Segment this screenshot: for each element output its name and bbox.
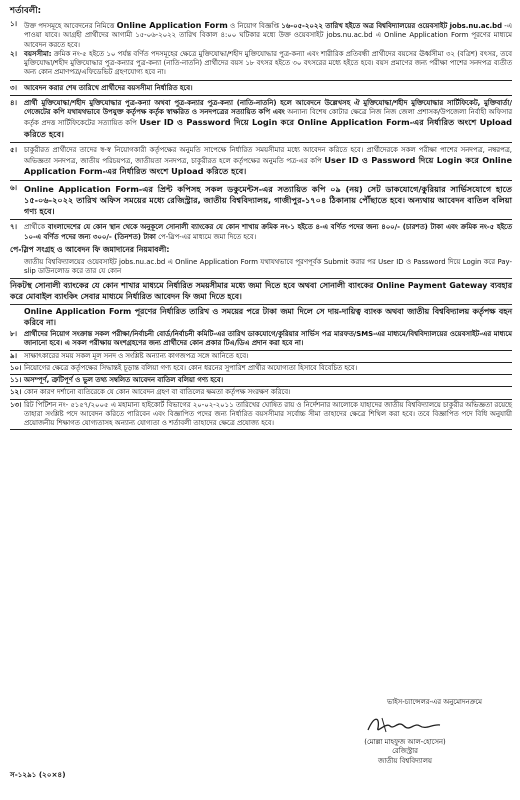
term-text-b1: বয়সসীমা: [24,49,52,58]
signature-block [320,712,490,766]
term-item [10,84,512,93]
term-number: ১৩। [10,400,22,409]
term-item [10,146,512,178]
term-item [10,352,512,361]
reference-number: স-১২৯১ (২০×৪) [10,770,66,779]
term-text-mid: ক্রমিক নং-৫ হইতে ১০ পর্যন্ত বর্ণিত পদসমূহের ক্ষেত্রে মুক্তিযোদ্ধা/শহীদ মুক্তিযোদ্ধার পুত্র-কন্যা এবং শারীরিক প্রতিবন্ধী প্রার্থীদের বয়সের ঊর্ধ্বসীমা ৩২ (বত্রিশ) বৎসর, তবে মুক্তিযোদ্ধা/শহীদ মুক্তিযোদ্ধার পুত্র-কন্যার পুত্র-কন্যা (নাতি-নাতনি) প্রার্থীদের বয়স ১৮ বৎসর হইতে ৩০ বৎসরের মধ্যে হইতে হবে। বয়স প্রমাণের জন্য পরীক্ষা পাশের সনদপত্র ব্যতীত অন্য কোন প্রমাণপত্র/এফিডেভিট গ্রহণযোগ্য হবে না। [24,49,512,77]
signatory-title: রেজিস্ট্রার [392,747,418,756]
divider [10,80,512,81]
term-number: ১। [10,20,17,28]
term-number: ৫। [10,145,17,154]
term-item [10,364,512,373]
divider [10,142,512,143]
term-item [10,184,512,218]
approval-note: ভাইস-চ্যান্সেলর-এর অনুমোদনক্রমে [386,698,482,706]
term-text [24,146,512,178]
term-text-b1: বাংলাদেশের যে কোন স্থান থেকে অনুকূলে সোনালী ব্যাংকের যে কোন শাখায় ক্রমিক নং-১ হইতে ৪-এ বর্ণিত পদের জন্য ৪০০/- (চারশত) টাকা এবং ক্রমিক নং-৫ হইতে ১০-এ বর্ণিত পদের জন্য ৩০০/- (তিনশত) টাকা [24,223,512,241]
divider [10,374,512,375]
term-item [10,50,512,78]
signatory-org: জাতীয় বিশ্ববিদ্যালয় [378,756,432,765]
term-text [24,20,512,50]
term-text-b2: User ID ও Password দিয়ে Login করে Online Application Form-এর নির্ধারিত অংশে Upload করিতে হবে। [24,117,512,139]
term-text-post: -এ পাওয়া যাবে। আগ্রহী প্রার্থীদের আগামী ১৫-০৬-২০২২ তারিখ বিকাল ৪:০০ ঘটিকার মধ্যে উক্ত ওয়েবসাইট jobs.nu.ac.bd এ Online Application Form পূরণের মাধ্যমে আবেদন করতে হবে। [24,22,513,49]
divider [10,350,512,351]
divider [10,219,512,220]
payslip-paragraph-3: Online Application Form পূরণের নির্ধারিত তারিখ ও সময়ের পরে টাকা জমা দিলে সে দায়-দায়িত্ব ব্যাংক অথবা জাতীয় বিশ্ববিদ্যালয় কর্তৃপক্ষ বহন করিবে না। [24,307,512,327]
term-text: প্রার্থীদের নিয়োগ সংক্রান্ত সকল পরীক্ষা/নির্বাচনী বোর্ড/নির্বাচনী কমিটি-এর তারিখ ডাকযোগে/কুরিয়ার সার্ভিস পত্র মারফত/SMS-এর মাধ্যমে/বিশ্ববিদ্যালয়ের ওয়েবসাইট-এর মাধ্যমে জানানো হবে। এ সকল পরীক্ষায় অংশগ্রহণের জন্য প্রার্থীদের কোন প্রকার টিএ/ডিএ প্রদান করা হবে না। [24,330,512,348]
term-number: ৪। [10,98,17,107]
term-text: অসম্পূর্ণ, ত্রুটিপূর্ণ ও ভুল তথ্য সম্বলিত আবেদন বাতিল বলিয়া গণ্য হবে। [24,376,224,384]
term-text [24,50,512,78]
term-item [10,376,512,385]
term-item [10,99,512,140]
term-text-pre: উক্ত পদসমূহে আবেদনের নিমিত্তে [24,22,117,30]
payslip-paragraph-1: জাতীয় বিশ্ববিদ্যালয়ের ওয়েবসাইট jobs.nu.ac.bd এ Online Application Form যথাযথভাবে পূরণপূর্বক Submit করার পর User ID ও Password দিয়ে Login করে Pay-slip ডাউনলোড করে তার যে কোন [24,257,512,275]
divider [10,399,512,400]
term-text-b1: User ID ও Password দিয়ে Login করে Online Application Form-এর নির্ধারিত অংশে Upload করিতে হবে। [24,155,512,177]
terms-heading: শর্তাবলী: [10,6,42,16]
term-text-mid: অন্যান্য বিশেষ কোটার ক্ষেত্রে নিজ নিজ জেলা প্রশাসক/উপজেলা নির্বাহী অফিসার কর্তৃক প্রদত্ত সার্টিফিকেটের সত্যায়িত কপি [24,108,513,128]
term-text [24,99,512,140]
terms-list [10,20,512,242]
term-text-b1: আবেদন করার শেষ তারিখে প্রার্থীদের বয়সসীমা নির্ধারিত হবে। [24,83,193,92]
divider [10,180,512,181]
term-number: ৬। [10,183,17,192]
divider [10,386,512,387]
divider [10,95,512,96]
term-number: ৩। [10,83,17,92]
term-item [10,223,512,242]
term-text [24,184,512,218]
term-item [10,20,512,50]
term-text: রিট পিটিশন নং- ৫১৫৭/২০০৫ এ মহামান্য হাইকোর্ট বিভাগের ২০-০২-২০১১ তারিখের ঘোষিত রায় ও নির্দেশনার আলোকে যাহাদের জাতীয় বিশ্ববিদ্যালয়ে চাকুরীর অভিজ্ঞতা রয়েছে তাহারা সংশ্লিষ্ট পদে আবেদন করিতে পারিবেন এবং বিজ্ঞাপিত পদের জন্য নির্ধারিত বয়সসীমার সর্বোচ্চ সীমা তাহাদের ক্ষেত্রে শিথিল করা হবে। তবে বিজ্ঞাপিত পদে বিধি অনুযায়ী প্রয়োজনীয় শিক্ষাগত যোগ্যতাসহ অন্যান্য যোগ্যতা ও শর্তাবলী তাহাদের ক্ষেত্রে প্রযোজ্য হবে। [24,400,512,427]
signature-icon [320,712,490,738]
term-text-b1: Online Application Form-এর প্রিন্ট কপিসহ সকল ডকুমেন্টস-এর সত্যায়িত কপি ০৯ (নয়) সেট ডাকযোগে/কুরিয়ার সার্ভিসযোগে হাতে ১৫-০৬-২০২২ তারিখ অফিস সময়ের মধ্যে রেজিস্ট্রার, জাতীয় বিশ্ববিদ্যালয়, গাজীপুর-১৭০৪ ঠিকানায় পৌঁছাতে হবে। অন্যথায় আবেদন বাতিল বলিয়া গণ্য হবে। [24,183,512,216]
term-number: ১২। [10,388,22,397]
payslip-heading: পে-স্লিপ সংগ্রহ ও আবেদন ফি জমাদানের নিয়মাবলী: [10,244,170,254]
term-number: ২। [10,49,17,58]
term-text-b2: ১৬-০৫-২০২২ তারিখ হইতে অত্র বিশ্ববিদ্যালয়ের ওয়েবসাইট jobs.nu.ac.bd [281,22,503,30]
divider [10,362,512,363]
divider [10,429,512,430]
term-number: ৭। [10,223,17,232]
term-text-pre: চাকুরীরত প্রার্থীদের তাদের স্ব-স্ব নিয়োগকারী কর্তৃপক্ষের অনুমতি সাপেক্ষে নির্ধারিত সময়সীমার মধ্যে আবেদন করিতে হবে। প্রার্থীদেরকে সকল পরীক্ষা পাশের সনদপত্র, নম্বরপত্র, অভিজ্ঞতা সনদপত্র, জাতীয় পরিচয়পত্র, জাতীয়তা সনদপত্র, চাকুরীরত হলে কর্তৃপক্ষের অনুমতি পত্র-এর কপি [24,145,512,165]
term-text: কোন কারণ দর্শানো ব্যতিরেকে যে কোন আবেদন গ্রহণ বা বাতিলের ক্ষমতা কর্তৃপক্ষ সংরক্ষণ করিবে। [24,388,291,397]
term-text-b1: প্রার্থী মুক্তিযোদ্ধা/শহীদ মুক্তিযোদ্ধার পুত্র-কন্যা অথবা পুত্র-কন্যার পুত্র-কন্যা (নাতি-নাতনি) হলে আবেদনে উল্লেখসহ ঐ মুক্তিযোদ্ধা/শহীদ মুক্তিযোদ্ধার সার্টিফিকেট, মুক্তিবার্তা/গেজেটের কপি যথাযথভাবে উপযুক্ত কর্তৃপক্ষ কর্তৃক স্বাক্ষরিত ও সনদপত্রের সত্যায়িত কপি এবং [24,98,512,116]
term-text-pre: প্রার্থীকে [24,223,48,232]
term-number: ৮। [10,330,17,338]
term-text-b1: Online Application Form [116,20,228,30]
term-number: ৯। [10,351,17,360]
terms-list-2 [10,330,512,430]
term-text-mid: ও নিয়োগ বিজ্ঞপ্তি [227,22,282,30]
term-text: সাক্ষাৎকারের সময় সকল মূল সনদ ও সংশ্লিষ্ট অন্যান্য কাগজপত্র সঙ্গে আনিতে হবে। [24,351,249,360]
term-item [10,330,512,349]
term-number: ১১। [10,376,22,384]
term-text-mid: পে-স্লিপ-এর মাধ্যমে জমা দিতে হবে। [155,232,257,241]
term-text: নিয়োগের ক্ষেত্রে কর্তৃপক্ষের সিদ্ধান্তই চূড়ান্ত বলিয়া গণ্য হবে। কোন ধরনের সুপারিশ প্রার্থীর অযোগ্যতা হিসাবে বিবেচিত হবে। [24,363,358,372]
term-text [24,223,512,242]
term-item [10,401,512,429]
payslip-paragraph-2: নিকটস্থ সোনালী ব্যাংকের যে কোন শাখার মাধ্যমে নির্ধারিত সময়সীমার মধ্যে জমা দিতে হবে অথবা সোনালী ব্যাংকের Online Payment Gateway ব্যবহার করে মোবাইল ব্যাংকিং সেবার মাধ্যমে নির্ধারিত আবেদন ফি জমা দিতে হবে। [10,278,512,305]
term-item [10,388,512,397]
term-number: ১০। [10,363,22,372]
signatory-name: (মোল্লা মাহফুজ আল-হোসেন) [364,738,446,746]
term-text [24,84,512,93]
